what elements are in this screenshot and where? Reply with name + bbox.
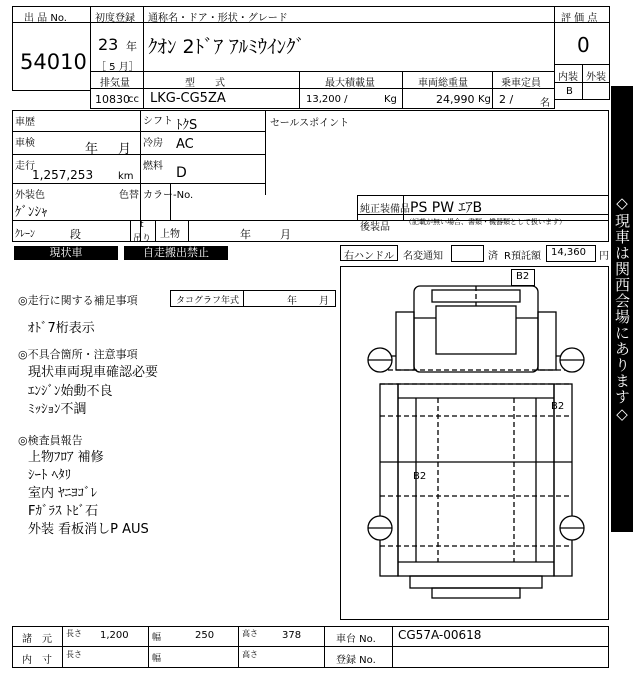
tachograph-year: 年 <box>287 296 297 307</box>
inner-height-label: 高さ <box>242 650 258 659</box>
crane-stage: 段 <box>70 228 81 241</box>
current-vehicle-badge: 現状車 <box>14 246 118 260</box>
genuine-equipment-label: 純正装備品 <box>360 204 410 215</box>
height-value: 378 <box>282 630 302 641</box>
lot-label: 出 品 No. <box>24 13 67 24</box>
upper-label: 上物 <box>160 229 180 240</box>
tachograph-label: タコグラフ年式 <box>176 296 240 306</box>
displacement-label: 排気量 <box>100 78 130 89</box>
defects-title: ◎不具合箇所・注意事項 <box>18 348 138 361</box>
capacity-label: 乗車定員 <box>501 78 541 89</box>
max-load-value: 13,200 / <box>306 94 348 105</box>
damage-mark-front-label: B2 <box>516 271 530 282</box>
color-change-label: 色替 <box>119 190 139 201</box>
gross-weight-label: 車両総重量 <box>418 78 468 89</box>
selling-points-label: セールスポイント <box>270 118 350 129</box>
inspection-year: 年 <box>85 142 99 157</box>
inspector-item: 上物ﾌﾛｱ 補修 <box>28 450 104 465</box>
score-label: 評 価 点 <box>561 13 598 24</box>
inner-width-label: 幅 <box>152 654 162 664</box>
max-load-unit: Kg <box>384 94 397 105</box>
model-label: 通称名・ドア・形状・グレード <box>148 13 288 24</box>
crane-ton-top: t <box>140 220 144 230</box>
max-load-label: 最大積載量 <box>325 78 375 89</box>
capacity-value: 2 / <box>499 93 514 106</box>
ac-value: AC <box>176 137 194 152</box>
first-reg-label: 初度登録 <box>95 13 135 24</box>
registration-label: 登録 No. <box>336 655 376 666</box>
shift-label: シフト <box>143 116 173 127</box>
shift-value: ﾄｸS <box>176 118 198 133</box>
score-value: 0 <box>577 33 590 57</box>
mileage-label: 走行 <box>15 161 35 172</box>
exterior-label: 外装 <box>586 72 606 83</box>
defect-item: ﾐｯｼｮﾝ不調 <box>28 402 87 417</box>
inspector-title: ◎検査員報告 <box>18 434 83 447</box>
aftermarket-note: （記載が無い場合、書類・機器類として扱います） <box>405 218 566 226</box>
dimensions-label: 諸 元 <box>22 634 52 645</box>
venue-notice: ◇現車は関西会場にあります◇ <box>611 86 633 532</box>
truck-diagram <box>340 266 609 620</box>
inspector-item: ｼｰﾄ ﾍﾀﾘ <box>28 468 72 483</box>
type-value: LKG-CG5ZA <box>150 91 226 106</box>
exterior-color-value: ｹﾞﾝｼｬ <box>15 205 48 220</box>
inspection-month: 月 <box>118 142 132 157</box>
fuel-label: 燃料 <box>143 161 163 172</box>
driving-notes-title: ◎走行に関する補足事項 <box>18 294 138 307</box>
recycle-unit: 円 <box>599 251 609 262</box>
frame-number-label: 車台 No. <box>336 634 376 645</box>
type-label: 型 式 <box>185 78 225 89</box>
defect-item: 現状車両現車確認必要 <box>28 365 159 380</box>
gross-weight-value: 24,990 <box>436 93 475 106</box>
mileage-value: 1,257,253 <box>32 168 94 182</box>
inspector-item: Fｶﾞﾗｽ ﾄﾋﾞ石 <box>28 504 99 519</box>
inspector-item: 外装 看板消しP AUS <box>28 522 149 537</box>
inspection-label: 車検 <box>15 138 35 149</box>
exterior-color-label: 外装色 <box>15 190 45 201</box>
upper-year: 年 <box>240 228 251 241</box>
history-label: 車歴 <box>15 117 35 128</box>
defect-item: ｴﾝｼﾞﾝ始動不良 <box>28 384 113 399</box>
reg-month: ［ 5 月］ <box>96 62 139 73</box>
recycle-done: 済 <box>488 251 498 262</box>
frame-number-value: CG57A-00618 <box>398 628 482 642</box>
interior-dims-label: 内 寸 <box>22 655 52 666</box>
displacement-value: 10830 <box>95 93 130 106</box>
tachograph-month: 月 <box>319 296 329 307</box>
damage-mark-right-label: B2 <box>551 401 565 412</box>
reg-year: 23 <box>98 35 119 54</box>
length-label: 長さ <box>66 629 82 638</box>
width-value: 250 <box>195 630 215 641</box>
exterior-grade: B <box>566 86 573 97</box>
width-label: 幅 <box>152 633 162 643</box>
capacity-unit: 名 <box>540 98 550 109</box>
damage-mark-bed-label: B2 <box>413 471 427 482</box>
reg-year-unit: 年 <box>126 40 137 53</box>
model-name: ｸｵﾝ 2ﾄﾞｱ ｱﾙﾐｳｲﾝｸﾞ <box>148 36 306 58</box>
displacement-unit: cc <box>128 94 139 105</box>
rhd-label: 右ハンドル <box>344 251 394 262</box>
fuel-value: D <box>176 165 187 181</box>
ac-label: 冷房 <box>143 138 163 149</box>
aftermarket-label: 後装品 <box>360 222 390 233</box>
recycle-fee-value: 14,360 <box>551 247 586 258</box>
length-value: 1,200 <box>100 630 129 641</box>
interior-label: 内装 <box>558 72 578 83</box>
name-change-box <box>451 245 484 262</box>
no-self-drive-badge: 自走搬出禁止 <box>124 246 228 260</box>
genuine-equipment-value: PS PW ｴｱB <box>410 200 483 216</box>
mileage-unit: km <box>118 171 134 182</box>
gross-weight-unit: Kg <box>478 94 491 105</box>
inner-length-label: 長さ <box>66 650 82 659</box>
upper-month: 月 <box>280 228 291 241</box>
recycle-fee-label: R預託額 <box>504 251 541 262</box>
name-change-label: 名変通知 <box>403 251 443 262</box>
crane-ton-bottom: 吊り <box>133 234 152 244</box>
height-label: 高さ <box>242 629 258 638</box>
color-code-label: カラー-No. <box>143 190 194 201</box>
lot-number: 54010 <box>20 50 87 74</box>
inspector-item: 室内 ﾔﾆﾖｺﾞﾚ <box>28 486 98 501</box>
crane-label: ｸﾚｰﾝ <box>15 229 35 240</box>
driving-item: ｵﾄﾞ7桁表示 <box>28 321 95 336</box>
